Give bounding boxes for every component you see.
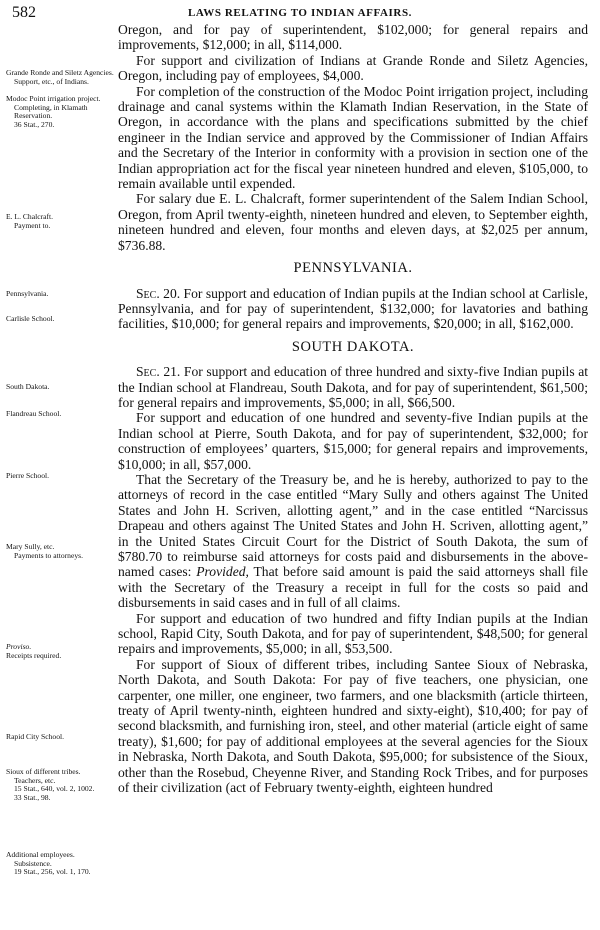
margin-note-pennsylvania: Pennsylvania. [6, 289, 49, 298]
margin-note-south-dakota: South Dakota. [6, 382, 50, 391]
margin-note-chalcraft: E. L. Chalcraft. Payment to. [6, 212, 54, 230]
main-text [118, 22, 588, 796]
page-number: 582 [12, 4, 36, 21]
margin-note-rapid-city: Rapid City School. [6, 732, 65, 741]
paragraph: Sec. 20. For support and education of Indian pupils at the Indian school at Carlisle, Pennsylvania, and for pay of superintendent, $132,000; for lavatories and bathing facilities, $10,000; for general repairs and improvements, $20,000; in all, $162,000. [118, 285, 588, 332]
section-heading-south-dakota: SOUTH DAKOTA. [291, 338, 415, 355]
margin-note-additional-employees: Additional employees. Subsistence. 19 Stat., 256, vol. 1, 170. [6, 850, 91, 877]
section-heading-pennsylvania: PENNSYLVANIA. [293, 260, 413, 277]
section-number: Sec. 20. [136, 285, 181, 301]
paragraph: Sec. 21. For support and education of three hundred and sixty-five Indian pupils at the Indian school at Flandreau, South Dakota, and for pay of superintendent, $61,500; for general repairs and improvements, $5,000; in all, $66,500. [118, 364, 588, 410]
margin-note-carlisle: Carlisle School. [6, 314, 55, 323]
margin-note-modoc-point: Modoc Point irrigation project. Completing, in Klamath Reservation. 36 Stat., 270. [6, 94, 101, 129]
paragraph: For support and education of one hundred and seventy-five Indian pupils at the Indian school at Pierre, South Dakota, and for pay of superintendent, $32,000; for construction of employees’ quarters, $15,000; for general repairs and improvements, $10,000; in all, $57,000. [118, 410, 588, 472]
paragraph: For support and civilization of Indians at Grande Ronde and Siletz Agencies, Oregon, including pay of employees, $4,000. [118, 52, 588, 84]
paragraph: That the Secretary of the Treasury be, and he is hereby, authorized to pay to the attorneys of record in the case entitled “Mary Sully and others against The United States and John H. Scriven, allotting agent,” and in the case entitled “Narcissus Drapeau and others against The United States and John H. Scriven, allotting agent,” in the United States Circuit Court for the District of South Dakota, the sum of $780.70 to reimburse said attorneys for costs paid and disbursements in the above-named cases: Provided, That before said amount is paid the said attorneys shall file with the Secretary of the Treasury a receipt in full for the costs so paid and disbursements in said cases and in full of all claims. [118, 471, 588, 611]
page-header [12, 4, 588, 24]
margin-note-flandreau: Flandreau School. [6, 409, 62, 418]
margin-note-mary-sully: Mary Sully, etc. Payments to attorneys. [6, 542, 83, 560]
paragraph: For salary due E. L. Chalcraft, former superintendent of the Salem Indian School, Oregon, from April twenty-eighth, nineteen hundred and eleven, to September eighth, nineteen hundred and eleven, four months and eleven days, at $2,025 per annum, $736.88. [118, 191, 588, 253]
paragraph: For support of Sioux of different tribes, including Santee Sioux of Nebraska, North Dakota, and South Dakota: For pay of five teachers, one physician, one carpenter, one miller, one engineer, two farmers, and one blacksmith (article thirteen, treaty of April twenty-ninth, eighteen hundred and sixty-eight), $10,400; for pay of second blacksmith, and furnishing iron, steel, and other material (article eight of same treaty), $1,600; for pay of additional employees at the several agencies for the Sioux in Nebraska, North Dakota, and South Dakota, $95,000; for subsistence of the Sioux, other than the Rosebud, Cheyenne River, and Standing Rock Tribes, and for purposes of their civilization (act of February twenty-eighth, eighteen hundred [118, 656, 588, 796]
section-number: Sec. 21. [136, 364, 181, 380]
paragraph: For support and education of two hundred and fifty Indian pupils at the Indian school, Rapid City, South Dakota, and for pay of superintendent, $48,500; for general repairs and improvements, $5,000; in all, $53,500. [118, 610, 588, 657]
proviso-word: Provided, [196, 564, 249, 580]
margin-note-sioux: Sioux of different tribes. Teachers, etc. 15 Stat., 640, vol. 2, 1002. 33 Stat., 98. [6, 767, 95, 802]
margin-note-pierre: Pierre School. [6, 471, 50, 480]
paragraph: For completion of the construction of the Modoc Point irrigation project, including drainage and canal systems within the Klamath Indian Reservation, in the State of Oregon, in accordance with the plans and specifications submitted by the chief engineer in the Indian service and approved by the Commissioner of Indian Affairs and the Secretary of the Interior in conformity with a provision in section one of the Indian appropriation act for the fiscal year nineteen hundred and eleven, $105,000, to remain available until expended. [118, 83, 588, 192]
margin-note-proviso: Proviso. Receipts required. [6, 642, 62, 660]
paragraph: Oregon, and for pay of superintendent, $102,000; for general repairs and improvements, $12,000; in all, $114,000. [118, 22, 588, 53]
running-title: LAWS RELATING TO INDIAN AFFAIRS. [187, 7, 413, 19]
margin-note-grande-ronde: Grande Ronde and Siletz Agencies. Support, etc., of Indians. [6, 68, 114, 86]
